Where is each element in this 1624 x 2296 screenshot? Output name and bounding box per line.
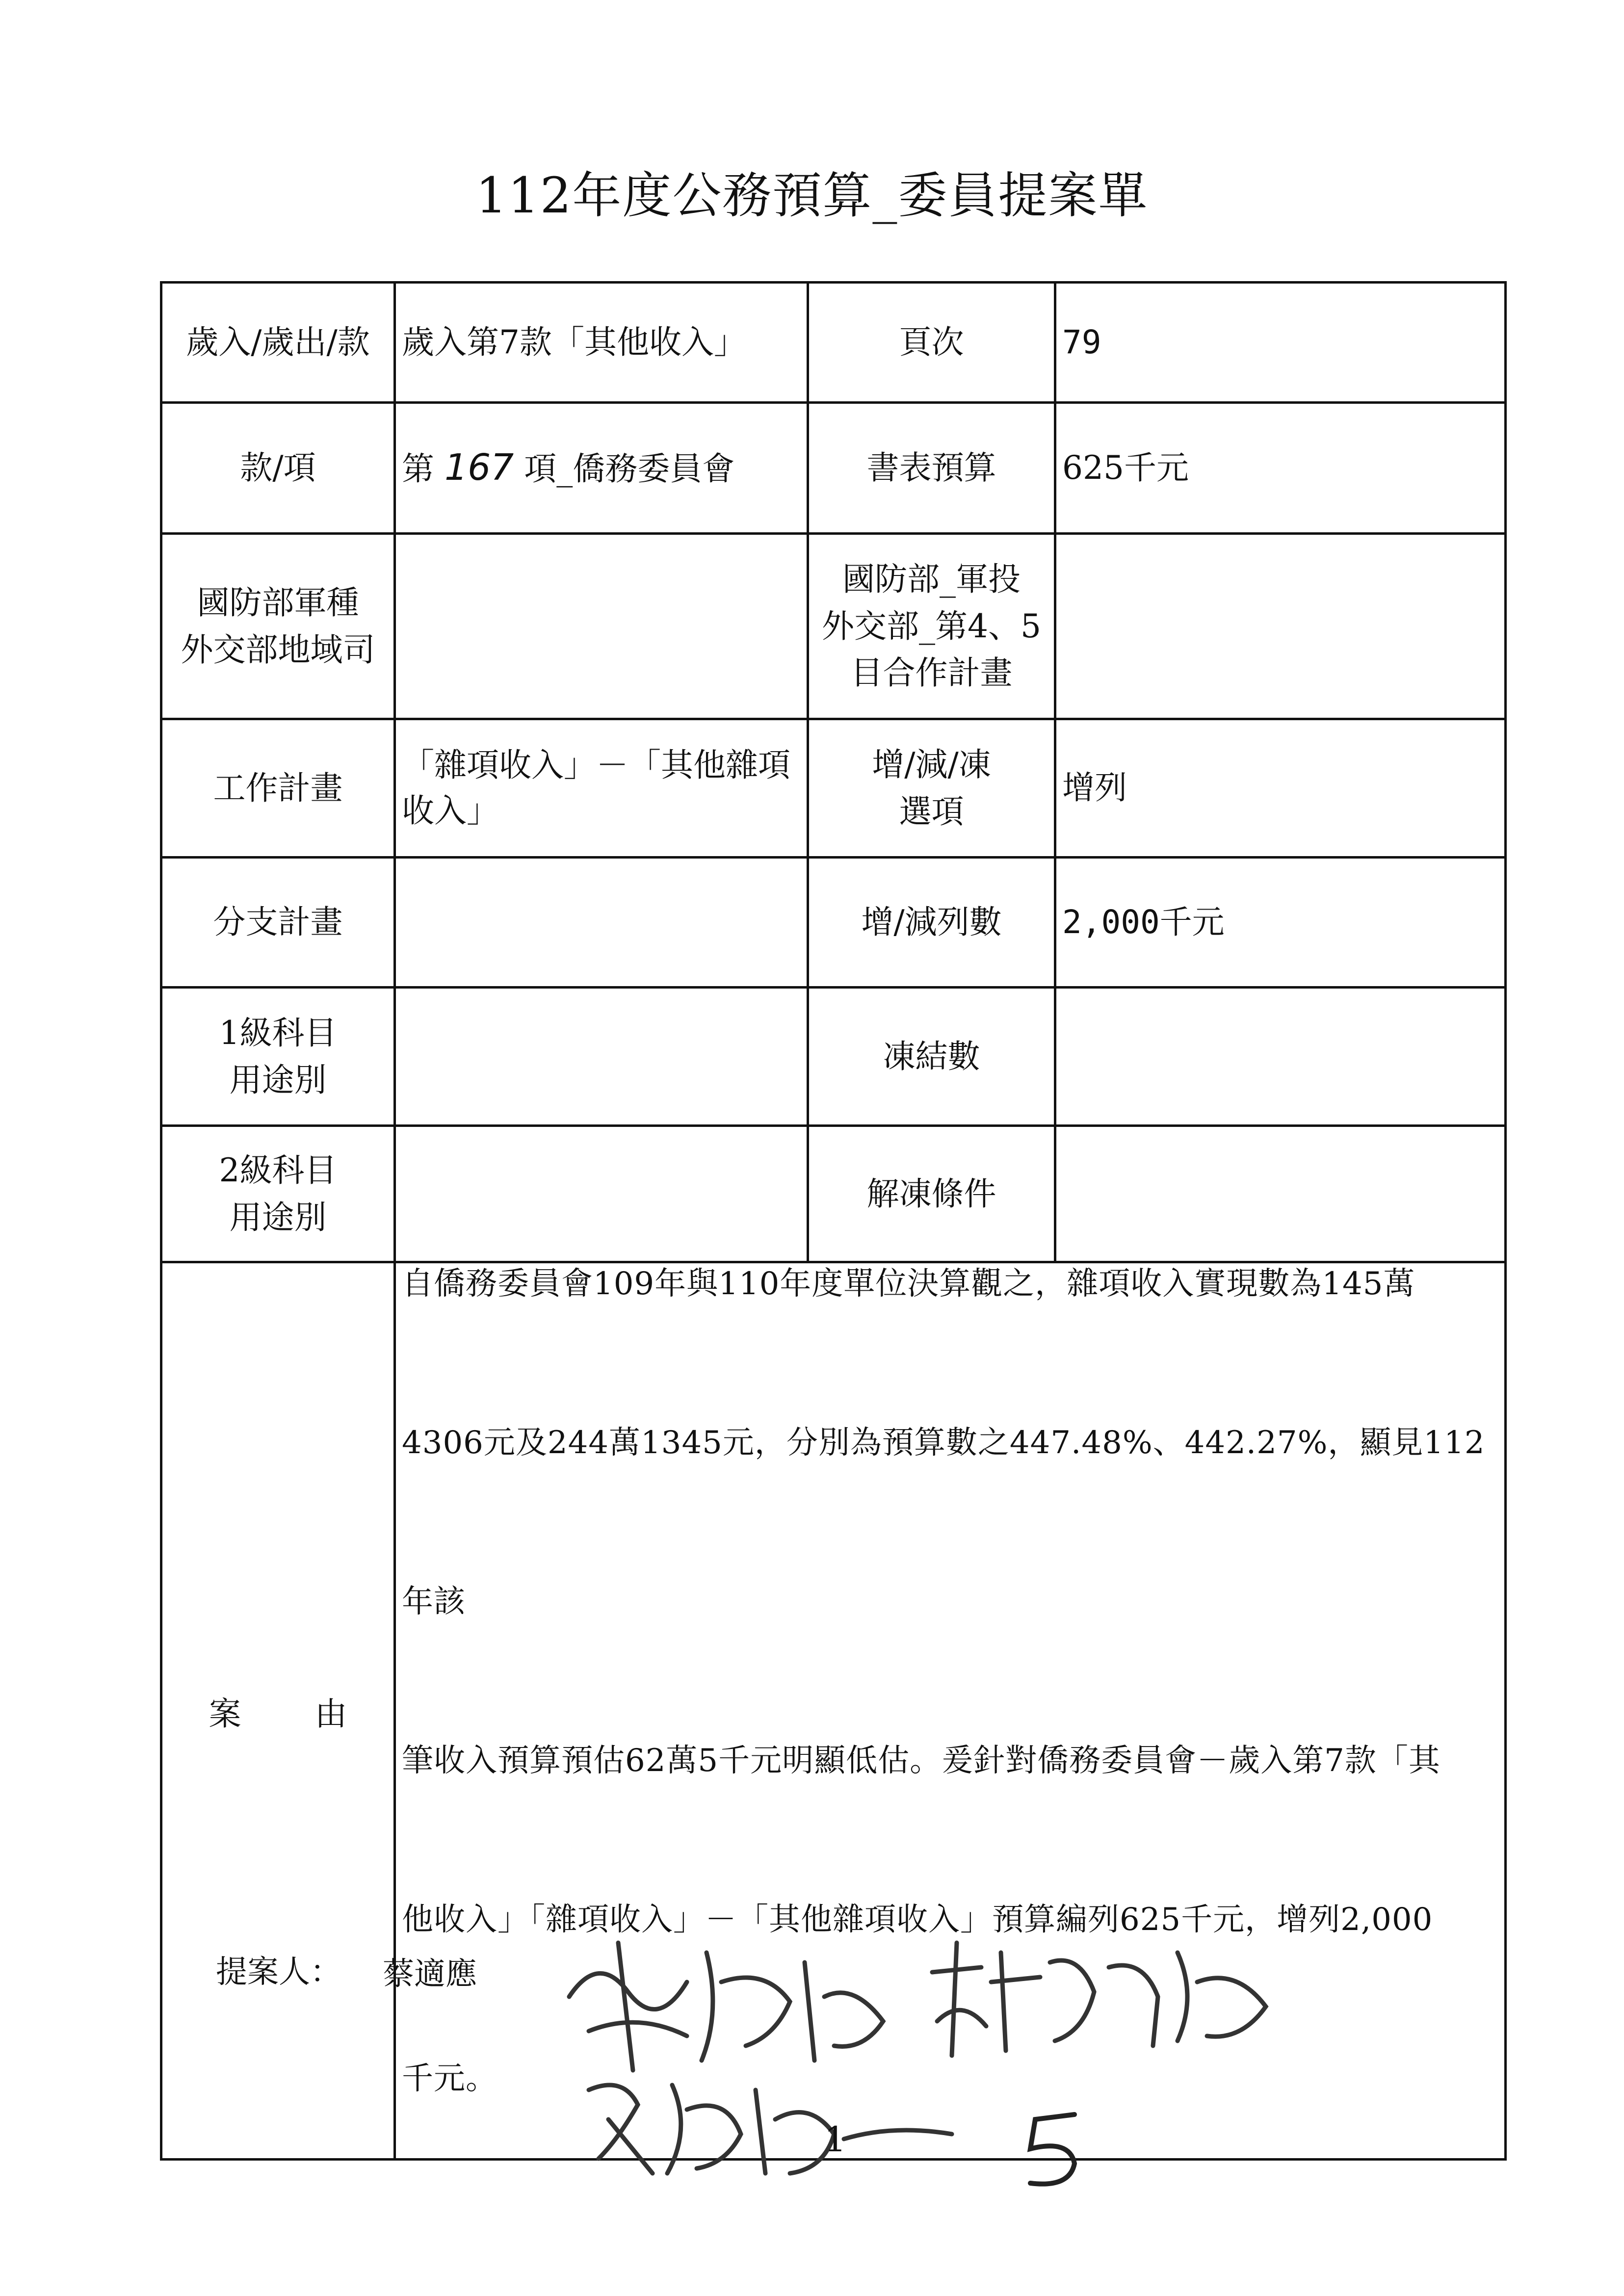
label-cooperation-plan <box>808 534 1055 719</box>
label-adjust-amount: 增/減列數 <box>808 858 1055 988</box>
value-book-budget: 625千元 <box>1055 403 1506 534</box>
value-branch-plan <box>395 858 808 988</box>
value-division <box>395 534 808 719</box>
proposer-name: 蔡適應 <box>383 1956 477 1992</box>
label-level2-line2: 用途別 <box>229 1198 327 1236</box>
form-row-item <box>161 403 1506 534</box>
label-reason <box>161 1262 395 2160</box>
page-number: 1 <box>824 2119 846 2160</box>
page-title: 112年度公務預算_委員提案單 <box>475 167 1149 224</box>
label-cooperation-line3: 目合作計畫 <box>850 654 1013 692</box>
label-work-plan: 工作計畫 <box>161 719 395 858</box>
form-row-division <box>161 534 1506 719</box>
form-row-level1 <box>161 988 1506 1126</box>
reason-line-1: 自僑務委員會109年與110年度單位決算觀之，雜項收入實現數為145萬 <box>402 1266 1415 1302</box>
label-adjust-option <box>808 719 1055 858</box>
reason-line-5: 千元。 <box>402 2061 498 2097</box>
reason-line-3: 筆收入預算預估62萬5千元明顯低估。爰針對僑務委員會－歲入第7款「其 <box>402 1743 1441 1779</box>
label-level2-line1: 2級科目 <box>219 1151 337 1189</box>
label-reason-char2: 由 <box>314 1695 347 1733</box>
value-revenue-expense: 歲入第7款「其他收入」 <box>395 283 808 403</box>
label-branch-plan: 分支計畫 <box>161 858 395 988</box>
value-level1-subject <box>395 988 808 1126</box>
value-page: 79 <box>1055 283 1506 403</box>
label-level1-line1: 1級科目 <box>219 1014 337 1052</box>
value-adjust-amount: 2,000千元 <box>1055 858 1506 988</box>
handwritten-page-mark <box>1016 2105 1094 2195</box>
proposal-form-table <box>160 281 1507 2161</box>
signature-2 <box>922 1923 1295 2070</box>
value-frozen-amount <box>1055 988 1506 1126</box>
label-page: 頁次 <box>808 283 1055 403</box>
handwritten-five-icon <box>1016 2105 1094 2193</box>
form-row-branch-plan <box>161 858 1506 988</box>
label-division-line1: 國防部軍種 <box>197 583 359 622</box>
signature-1 <box>559 1923 903 2080</box>
item-prefix: 第 <box>402 450 434 488</box>
label-cooperation-line2: 外交部_第4、5 <box>822 607 1041 645</box>
value-cooperation-plan <box>1055 534 1506 719</box>
label-cooperation-line1: 國防部_軍投 <box>842 560 1021 598</box>
label-adjust-option-line2: 選項 <box>899 792 964 831</box>
label-unfreeze-condition: 解凍條件 <box>808 1126 1055 1262</box>
label-reason-char1: 案 <box>209 1695 241 1733</box>
label-frozen-amount: 凍結數 <box>808 988 1055 1126</box>
label-item: 款/項 <box>161 403 395 534</box>
item-suffix: 項_僑務委員會 <box>524 450 735 488</box>
label-level1-subject <box>161 988 395 1126</box>
proposer-label: 提案人： <box>216 1954 341 1990</box>
signature-3 <box>579 2061 962 2188</box>
value-adjust-option: 增列 <box>1055 719 1506 858</box>
reason-line-4: 他收入」「雜項收入」－「其他雜項收入」預算編列625千元，增列2,000 <box>402 1902 1433 1938</box>
value-item <box>395 403 808 534</box>
label-level2-subject <box>161 1126 395 1262</box>
label-book-budget: 書表預算 <box>808 403 1055 534</box>
form-row-work-plan <box>161 719 1506 858</box>
item-handwritten-number: 167 <box>444 446 514 489</box>
reason-line-2: 4306元及244萬1345元，分別為預算數之447.48%、442.27%，顯見112年該 <box>402 1425 1485 1620</box>
label-adjust-option-line1: 增/減/凍 <box>872 745 991 783</box>
form-row-account <box>161 283 1506 403</box>
value-work-plan: 「雜項收入」－「其他雜項收入」 <box>395 719 808 858</box>
label-division <box>161 534 395 719</box>
label-division-line2: 外交部地域司 <box>181 630 375 669</box>
label-revenue-expense: 歲入/歲出/款 <box>161 283 395 403</box>
label-level1-line2: 用途別 <box>229 1061 327 1099</box>
